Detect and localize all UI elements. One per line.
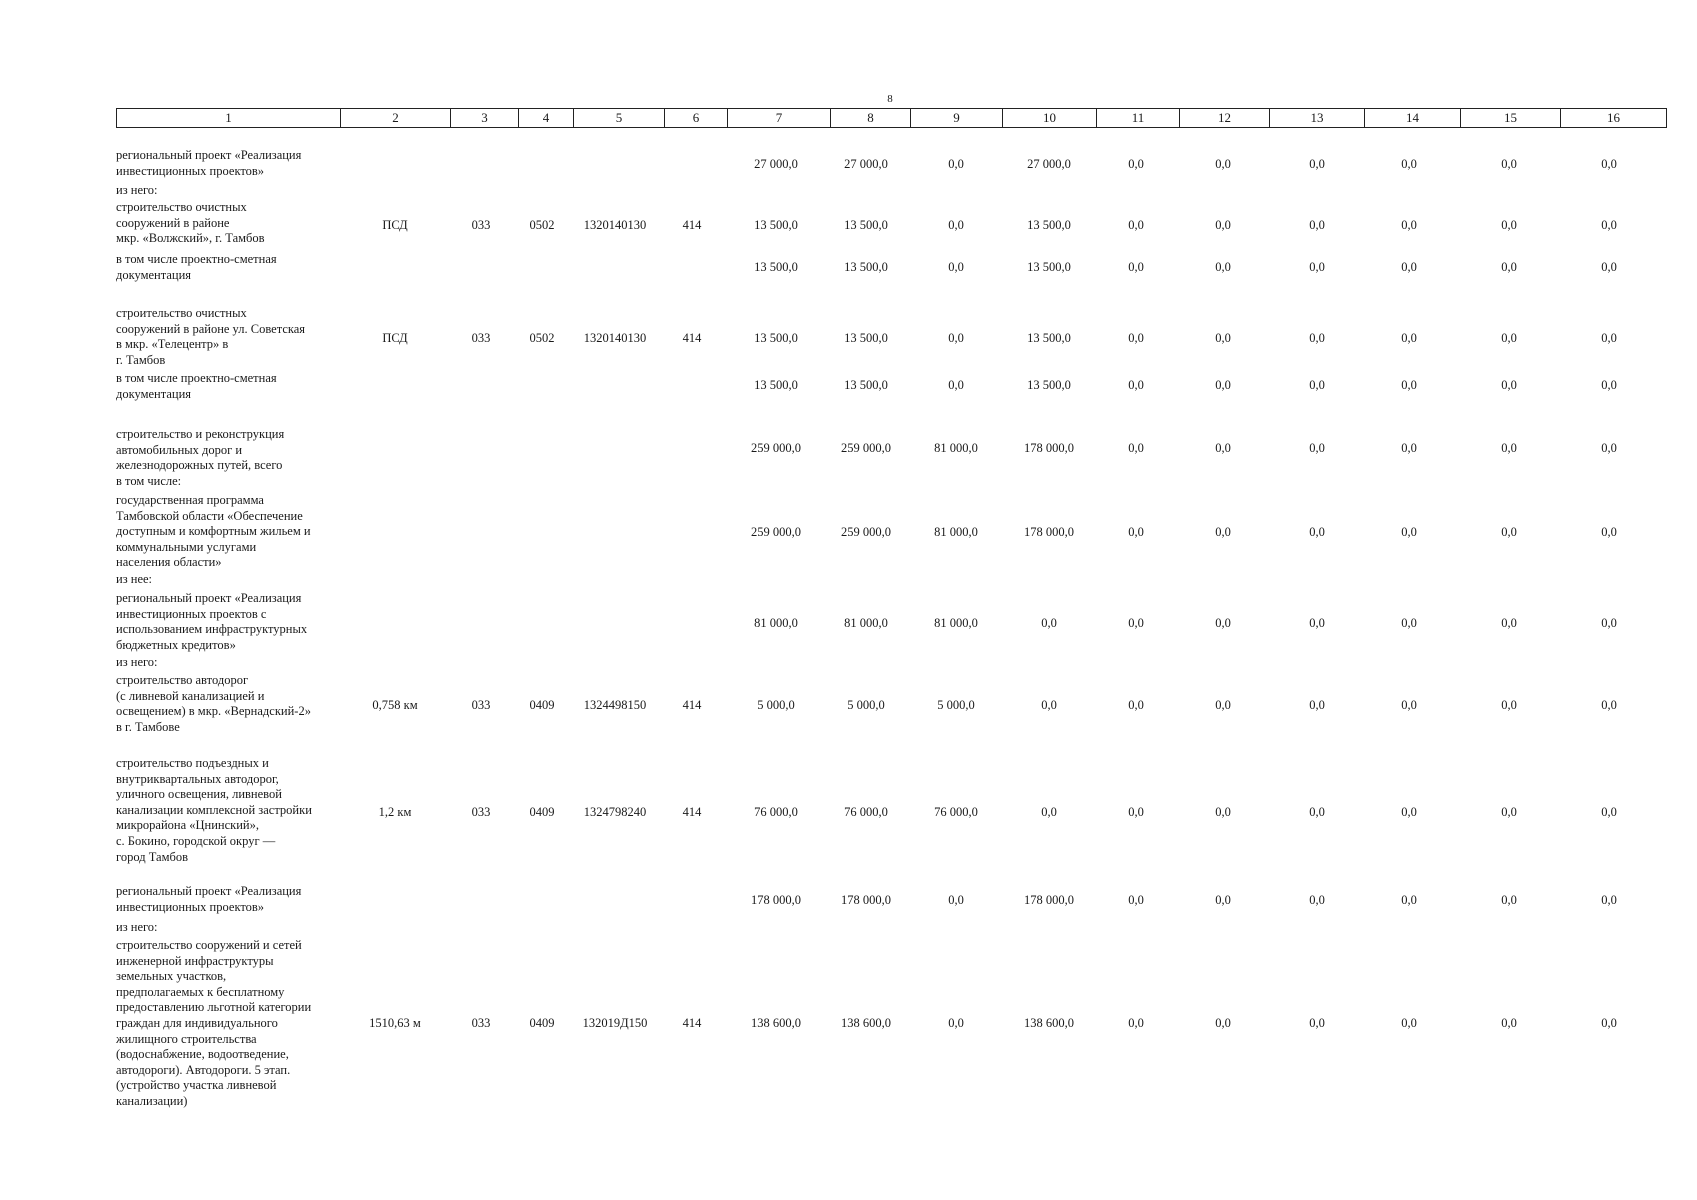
row-value-col-15: 0,0 xyxy=(1501,157,1517,171)
row-value-col-11: 0,0 xyxy=(1128,893,1144,907)
row-value-col-11: 0,0 xyxy=(1128,260,1144,274)
column-number: 16 xyxy=(1561,109,1667,128)
row-value-col-3: 033 xyxy=(471,698,491,712)
row-value-col-10: 178 000,0 xyxy=(1024,525,1074,539)
row-value-col-7: 81 000,0 xyxy=(754,616,798,630)
page-number: 8 xyxy=(887,93,893,105)
column-number: 11 xyxy=(1097,109,1180,128)
row-value-col-10: 0,0 xyxy=(1041,616,1057,630)
row-value-col-12: 0,0 xyxy=(1215,805,1231,819)
row-label: в том числе проектно-сметная документация xyxy=(116,371,277,401)
row-value-col-16: 0,0 xyxy=(1601,616,1617,630)
row-value-col-14: 0,0 xyxy=(1401,260,1417,274)
row-value-col-9: 0,0 xyxy=(948,260,964,274)
row-value-col-15: 0,0 xyxy=(1501,441,1517,455)
row-value-col-15: 0,0 xyxy=(1501,893,1517,907)
row-label: строительство и реконструкция автомобильных дорог и железнодорожных путей, всего xyxy=(116,427,285,473)
row-value-col-4: 0409 xyxy=(529,1016,555,1030)
column-number: 6 xyxy=(665,109,728,128)
row-value-col-9: 0,0 xyxy=(948,893,964,907)
row-value-col-7: 27 000,0 xyxy=(754,157,798,171)
row-value-col-2: 1510,63 м xyxy=(369,1016,421,1030)
row-value-col-10: 178 000,0 xyxy=(1024,441,1074,455)
row-value-col-4: 0409 xyxy=(529,698,555,712)
row-value-col-8: 13 500,0 xyxy=(844,331,888,345)
row-value-col-11: 0,0 xyxy=(1128,805,1144,819)
row-value-col-6: 414 xyxy=(682,331,702,345)
row-value-col-5: 1324798240 xyxy=(583,805,647,819)
row-value-col-6: 414 xyxy=(682,218,702,232)
row-value-col-14: 0,0 xyxy=(1401,218,1417,232)
column-number: 1 xyxy=(117,109,341,128)
row-value-col-13: 0,0 xyxy=(1309,616,1325,630)
row-value-col-10: 13 500,0 xyxy=(1027,260,1071,274)
row-value-col-11: 0,0 xyxy=(1128,616,1144,630)
row-value-col-8: 259 000,0 xyxy=(841,525,891,539)
row-value-col-14: 0,0 xyxy=(1401,698,1417,712)
row-value-col-9: 0,0 xyxy=(948,157,964,171)
row-value-col-13: 0,0 xyxy=(1309,1016,1325,1030)
row-value-col-7: 259 000,0 xyxy=(751,441,801,455)
row-value-col-12: 0,0 xyxy=(1215,525,1231,539)
row-value-col-10: 0,0 xyxy=(1041,805,1057,819)
row-value-col-2: ПСД xyxy=(382,331,408,345)
row-value-col-12: 0,0 xyxy=(1215,1016,1231,1030)
row-value-col-15: 0,0 xyxy=(1501,331,1517,345)
row-value-col-12: 0,0 xyxy=(1215,157,1231,171)
row-value-col-6: 414 xyxy=(682,1016,702,1030)
row-value-col-14: 0,0 xyxy=(1401,525,1417,539)
row-value-col-3: 033 xyxy=(471,805,491,819)
row-value-col-7: 178 000,0 xyxy=(751,893,801,907)
row-label: строительство очистных сооружений в районе мкр. «Волжский», г. Тамбов xyxy=(116,200,265,246)
row-value-col-9: 0,0 xyxy=(948,378,964,392)
row-value-col-3: 033 xyxy=(471,331,491,345)
row-value-col-6: 414 xyxy=(682,805,702,819)
row-label: строительство автодорог (с ливневой канализацией и освещением) в мкр. «Вернадский-2» в г. Тамбове xyxy=(116,673,311,734)
row-value-col-9: 76 000,0 xyxy=(934,805,978,819)
row-value-col-13: 0,0 xyxy=(1309,331,1325,345)
row-value-col-16: 0,0 xyxy=(1601,260,1617,274)
row-value-col-13: 0,0 xyxy=(1309,893,1325,907)
row-value-col-2: 1,2 км xyxy=(378,805,412,819)
row-label: региональный проект «Реализация инвестиционных проектов» xyxy=(116,148,302,178)
row-value-col-16: 0,0 xyxy=(1601,893,1617,907)
row-value-col-12: 0,0 xyxy=(1215,441,1231,455)
row-value-col-9: 0,0 xyxy=(948,331,964,345)
row-value-col-10: 13 500,0 xyxy=(1027,378,1071,392)
row-value-col-3: 033 xyxy=(471,1016,491,1030)
row-value-col-11: 0,0 xyxy=(1128,525,1144,539)
row-value-col-11: 0,0 xyxy=(1128,218,1144,232)
row-value-col-4: 0502 xyxy=(529,331,555,345)
row-value-col-16: 0,0 xyxy=(1601,378,1617,392)
row-value-col-8: 81 000,0 xyxy=(844,616,888,630)
row-label: строительство сооружений и сетей инженерной инфраструктуры земельных участков, предполагаемых к бесплатному предоставлению льготной категории граждан для индивидуального жилищного строительства (водоснабжение, водоотведение, автодороги). Автодороги. 5 этап. (устройство участка ливневой канализации) xyxy=(116,938,312,1108)
row-value-col-5: 1320140130 xyxy=(583,331,647,345)
row-label: из него: xyxy=(116,920,158,934)
row-value-col-9: 81 000,0 xyxy=(934,525,978,539)
row-value-col-15: 0,0 xyxy=(1501,218,1517,232)
row-label: государственная программа Тамбовской области «Обеспечение доступным и комфортным жильем и коммунальными услугами населения области» xyxy=(116,493,311,570)
row-value-col-8: 13 500,0 xyxy=(844,260,888,274)
row-value-col-16: 0,0 xyxy=(1601,1016,1617,1030)
row-value-col-15: 0,0 xyxy=(1501,616,1517,630)
row-value-col-11: 0,0 xyxy=(1128,1016,1144,1030)
row-value-col-8: 5 000,0 xyxy=(847,698,885,712)
row-value-col-15: 0,0 xyxy=(1501,525,1517,539)
row-value-col-8: 259 000,0 xyxy=(841,441,891,455)
row-value-col-8: 27 000,0 xyxy=(844,157,888,171)
row-value-col-9: 0,0 xyxy=(948,218,964,232)
row-value-col-9: 5 000,0 xyxy=(937,698,975,712)
row-value-col-15: 0,0 xyxy=(1501,260,1517,274)
row-value-col-11: 0,0 xyxy=(1128,331,1144,345)
row-value-col-11: 0,0 xyxy=(1128,157,1144,171)
row-value-col-6: 414 xyxy=(682,698,702,712)
row-value-col-14: 0,0 xyxy=(1401,441,1417,455)
row-value-col-16: 0,0 xyxy=(1601,441,1617,455)
row-value-col-16: 0,0 xyxy=(1601,331,1617,345)
row-value-col-13: 0,0 xyxy=(1309,218,1325,232)
column-number: 5 xyxy=(574,109,665,128)
row-value-col-13: 0,0 xyxy=(1309,260,1325,274)
column-number: 4 xyxy=(519,109,574,128)
row-value-col-11: 0,0 xyxy=(1128,378,1144,392)
row-value-col-13: 0,0 xyxy=(1309,525,1325,539)
row-value-col-12: 0,0 xyxy=(1215,616,1231,630)
row-value-col-10: 13 500,0 xyxy=(1027,218,1071,232)
row-label: региональный проект «Реализация инвестиционных проектов с использованием инфраструктурных бюджетных кредитов» xyxy=(116,591,308,652)
row-value-col-14: 0,0 xyxy=(1401,616,1417,630)
column-number: 2 xyxy=(341,109,451,128)
row-value-col-8: 76 000,0 xyxy=(844,805,888,819)
row-value-col-10: 0,0 xyxy=(1041,698,1057,712)
row-label: строительство подъездных и внутриквартальных автодорог, уличного освещения, ливневой канализации комплексной застройки микрорайона «Цнинский», с. Бокино, городской округ — город Тамбов xyxy=(116,756,312,864)
row-value-col-14: 0,0 xyxy=(1401,331,1417,345)
row-value-col-5: 1324498150 xyxy=(583,698,647,712)
row-value-col-7: 13 500,0 xyxy=(754,331,798,345)
row-value-col-12: 0,0 xyxy=(1215,893,1231,907)
row-value-col-15: 0,0 xyxy=(1501,378,1517,392)
column-number: 15 xyxy=(1461,109,1561,128)
row-value-col-12: 0,0 xyxy=(1215,378,1231,392)
column-number: 13 xyxy=(1270,109,1365,128)
row-value-col-16: 0,0 xyxy=(1601,157,1617,171)
row-value-col-10: 13 500,0 xyxy=(1027,331,1071,345)
row-value-col-5: 1320140130 xyxy=(583,218,647,232)
row-value-col-9: 81 000,0 xyxy=(934,441,978,455)
row-value-col-14: 0,0 xyxy=(1401,805,1417,819)
row-value-col-12: 0,0 xyxy=(1215,218,1231,232)
column-number: 10 xyxy=(1003,109,1097,128)
row-value-col-13: 0,0 xyxy=(1309,441,1325,455)
row-value-col-5: 132019Д150 xyxy=(582,1016,648,1030)
row-value-col-8: 138 600,0 xyxy=(841,1016,891,1030)
row-value-col-9: 81 000,0 xyxy=(934,616,978,630)
row-label: строительство очистных сооружений в районе ул. Советская в мкр. «Телецентр» в г. Тамбов xyxy=(116,306,306,367)
row-value-col-4: 0502 xyxy=(529,218,555,232)
row-label: из нее: xyxy=(116,572,153,586)
row-value-col-15: 0,0 xyxy=(1501,805,1517,819)
row-value-col-10: 27 000,0 xyxy=(1027,157,1071,171)
row-value-col-15: 0,0 xyxy=(1501,698,1517,712)
row-value-col-7: 5 000,0 xyxy=(757,698,795,712)
row-value-col-14: 0,0 xyxy=(1401,378,1417,392)
column-number: 12 xyxy=(1180,109,1270,128)
row-value-col-14: 0,0 xyxy=(1401,893,1417,907)
row-value-col-14: 0,0 xyxy=(1401,1016,1417,1030)
row-value-col-2: 0,758 км xyxy=(372,698,418,712)
row-label: региональный проект «Реализация инвестиционных проектов» xyxy=(116,884,302,914)
row-value-col-9: 0,0 xyxy=(948,1016,964,1030)
row-value-col-16: 0,0 xyxy=(1601,525,1617,539)
column-number: 14 xyxy=(1365,109,1461,128)
column-number: 8 xyxy=(831,109,911,128)
row-value-col-7: 13 500,0 xyxy=(754,378,798,392)
row-value-col-13: 0,0 xyxy=(1309,157,1325,171)
row-value-col-8: 13 500,0 xyxy=(844,378,888,392)
row-value-col-7: 13 500,0 xyxy=(754,218,798,232)
row-value-col-8: 178 000,0 xyxy=(841,893,891,907)
row-value-col-7: 13 500,0 xyxy=(754,260,798,274)
row-value-col-10: 178 000,0 xyxy=(1024,893,1074,907)
row-label: в том числе: xyxy=(116,474,182,488)
row-value-col-7: 259 000,0 xyxy=(751,525,801,539)
row-value-col-11: 0,0 xyxy=(1128,441,1144,455)
row-value-col-2: ПСД xyxy=(382,218,408,232)
row-value-col-12: 0,0 xyxy=(1215,331,1231,345)
column-number: 9 xyxy=(911,109,1003,128)
row-value-col-13: 0,0 xyxy=(1309,378,1325,392)
row-label: в том числе проектно-сметная документация xyxy=(116,252,277,282)
row-value-col-14: 0,0 xyxy=(1401,157,1417,171)
row-value-col-4: 0409 xyxy=(529,805,555,819)
row-value-col-13: 0,0 xyxy=(1309,698,1325,712)
row-value-col-16: 0,0 xyxy=(1601,805,1617,819)
row-value-col-7: 76 000,0 xyxy=(754,805,798,819)
row-value-col-8: 13 500,0 xyxy=(844,218,888,232)
row-value-col-16: 0,0 xyxy=(1601,698,1617,712)
column-number: 7 xyxy=(728,109,831,128)
row-value-col-13: 0,0 xyxy=(1309,805,1325,819)
row-value-col-12: 0,0 xyxy=(1215,260,1231,274)
row-value-col-15: 0,0 xyxy=(1501,1016,1517,1030)
row-label: из него: xyxy=(116,183,158,197)
row-value-col-16: 0,0 xyxy=(1601,218,1617,232)
row-label: из него: xyxy=(116,655,158,669)
row-value-col-3: 033 xyxy=(471,218,491,232)
column-number: 3 xyxy=(451,109,519,128)
row-value-col-10: 138 600,0 xyxy=(1024,1016,1074,1030)
row-value-col-12: 0,0 xyxy=(1215,698,1231,712)
row-value-col-7: 138 600,0 xyxy=(751,1016,801,1030)
row-value-col-11: 0,0 xyxy=(1128,698,1144,712)
